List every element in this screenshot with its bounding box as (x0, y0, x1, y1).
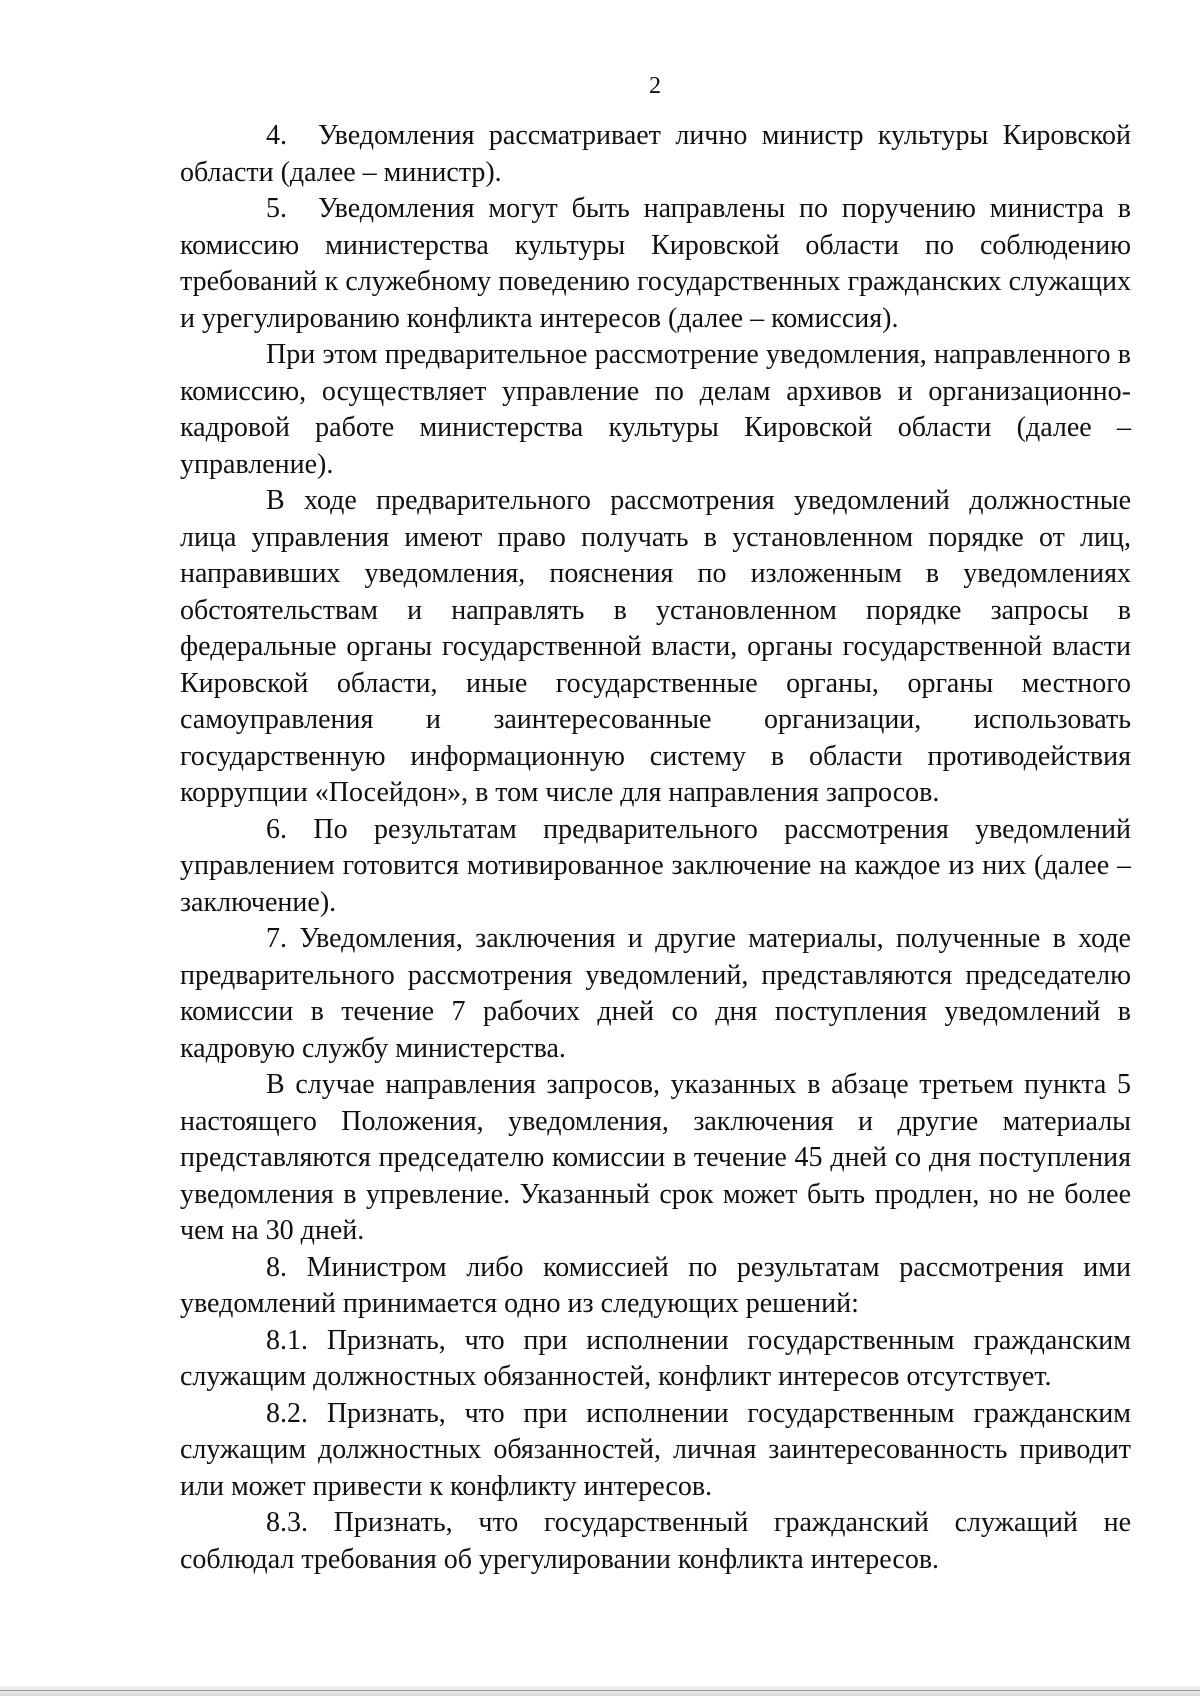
paragraph-item-7: 7. Уведомления, заключения и другие материалы, полученные в ходе предварительного рассмотрения уведомлений, представляются председателю комиссии в течение 7 рабочих дней со дня поступления уведомлений в кадровую службу министерства. (180, 923, 1131, 1064)
paragraph-requests-deadline: В случае направления запросов, указанных в абзаце третьем пункта 5 настоящего Положения, уведомления, заключения и другие материалы представляются председателю комиссии в течение 45 дней со дня поступления уведомления в упревление. Указанный срок может быть продлен, но не более чем на 30 дней. (180, 1069, 1131, 1246)
scan-edge (0, 1686, 1200, 1696)
paragraph-text: Уведомления могут быть направлены по поручению министра в комиссию министерства культуры Кировской области по соблюдению требований к служебному поведению государственных гражданских служащих и урегулированию конфликта интересов (далее – комиссия). (180, 193, 1131, 334)
paragraph-officials-rights: В ходе предварительного рассмотрения уведомлений должностные лица управления имеют право получать в установленном порядке от лиц, направивших уведомления, пояснения по изложенным в уведомлениях обстоятельствам и направлять в установленном порядке запросы в федеральные органы государственной власти, органы государственной власти Кировской области, иные государственные органы, органы местного самоуправления и заинтересованные организации, использовать государственную информационную систему в области противодействия коррупции «Посейдон», в том числе для направления запросов. (180, 485, 1131, 808)
paragraph-item-5 (180, 191, 1131, 337)
page-number: 2 (649, 73, 661, 99)
scan-edge-line (0, 1690, 1200, 1691)
paragraph-item-8: 8. Министром либо комиссией по результатам рассмотрения ими уведомлений принимается одно из следующих решений: (180, 1251, 1131, 1319)
paragraph-item-6: 6. По результатам предварительного рассмотрения уведомлений управлением готовится мотивированное заключение на каждое из них (далее – заключение). (180, 813, 1131, 918)
item-number: 5. (266, 193, 287, 224)
paragraph-preliminary-review: При этом предварительное рассмотрение уведомления, направленного в комиссию, осуществляет управление по делам архивов и организационно-кадровой работе министерства культуры Кировской области (далее – управление). (180, 339, 1131, 480)
paragraph-text: Уведомления рассматривает лично министр культуры Кировской области (далее – министр). (180, 120, 1131, 188)
paragraph-item-8-2: 8.2. Признать, что при исполнении государственным гражданским служащим должностных обязанностей, личная заинтересованность приводит или может привести к конфликту интересов. (180, 1397, 1131, 1502)
item-number: 4. (266, 120, 287, 151)
document-body (180, 118, 1131, 1578)
paragraph-item-8-3: 8.3. Признать, что государственный гражданский служащий не соблюдал требования об урегулировании конфликта интересов. (180, 1507, 1131, 1575)
paragraph-item-8-1: 8.1. Признать, что при исполнении государственным гражданским служащим должностных обязанностей, конфликт интересов отсутствует. (180, 1324, 1131, 1392)
paragraph-item-4 (180, 118, 1131, 191)
